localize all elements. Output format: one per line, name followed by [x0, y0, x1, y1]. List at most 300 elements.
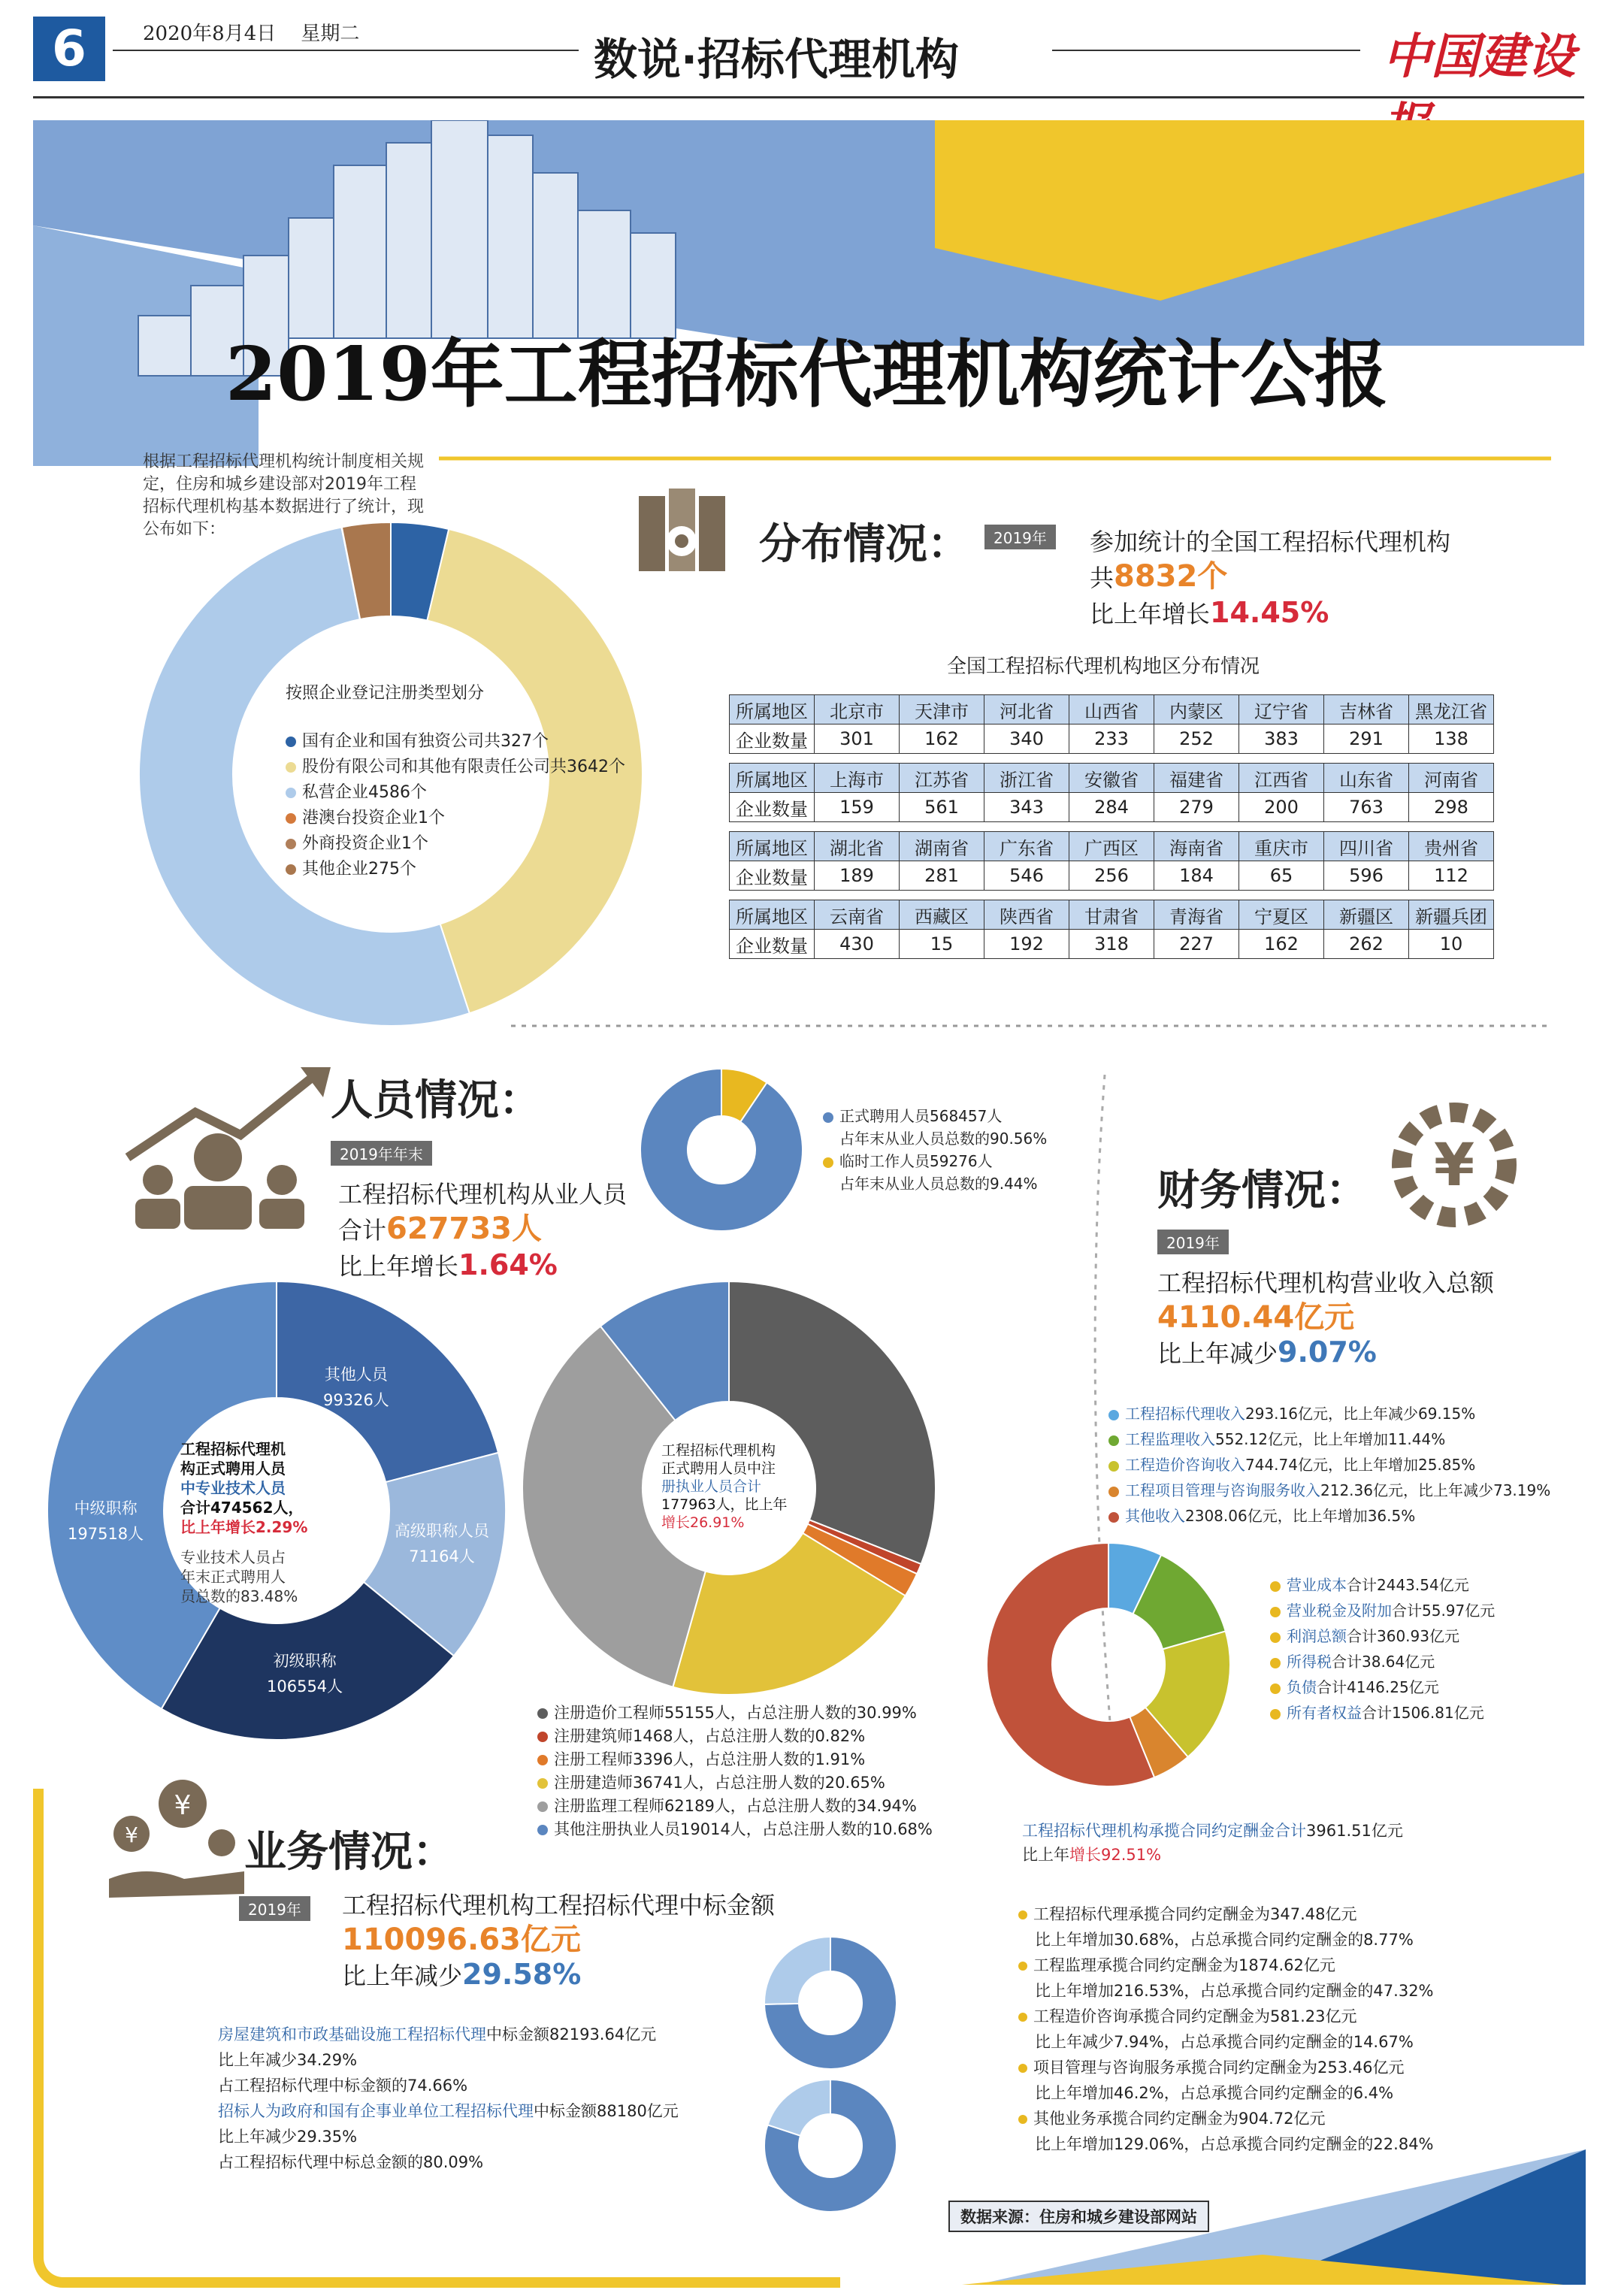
- region-row: [730, 832, 1494, 861]
- legend-item: [1270, 1598, 1495, 1623]
- region-cell: 上海市: [815, 764, 900, 793]
- region-cell: 福建省: [1154, 764, 1239, 793]
- seg-label-middle: [68, 1496, 144, 1547]
- legend-item: [537, 1748, 933, 1771]
- income-donut: [984, 1541, 1232, 1789]
- legend-label: 注册监理工程师62189人，占总注册人数的34.94%: [554, 1797, 917, 1815]
- region-cell: 湖北省: [815, 832, 900, 861]
- svg-text:¥: ¥: [125, 1823, 138, 1847]
- count-cell: 184: [1154, 861, 1239, 891]
- legend-swatch: [537, 1755, 548, 1765]
- legend-text: 合计4146.25亿元: [1317, 1678, 1439, 1696]
- bullet-icon: [1018, 2013, 1027, 2022]
- contract-summary: [1022, 1819, 1403, 1867]
- seg-label-other: [323, 1362, 389, 1413]
- data-source: 数据来源：住房和城乡建设部网站: [948, 2201, 1209, 2232]
- paper-logo: 中国建设: [1383, 29, 1575, 85]
- legend-item: [1108, 1452, 1550, 1478]
- region-cell: 湖南省: [900, 832, 984, 861]
- legend-text: 293.16亿元，比上年减少69.15%: [1245, 1405, 1476, 1423]
- legend-item: [1108, 1401, 1550, 1426]
- region-cell: 河南省: [1409, 764, 1494, 793]
- svg-text:¥: ¥: [174, 1790, 192, 1821]
- seg-label-junior: [267, 1648, 343, 1699]
- personnel-total: 627733人: [386, 1212, 543, 1246]
- row-header: 所属地区: [730, 695, 815, 724]
- legend-name: 工程招标代理收入: [1125, 1405, 1245, 1423]
- prefix: 共: [1090, 564, 1114, 592]
- money-hand-icon: [101, 1774, 252, 1901]
- count-row: [730, 930, 1494, 959]
- legend-item: [286, 729, 625, 755]
- legend-swatch: [1270, 1632, 1281, 1643]
- region-cell: 天津市: [900, 695, 984, 724]
- region-row: [730, 695, 1494, 724]
- contract-line2: 比上年增加216.53%，占总承揽合同约定酬金的47.32%: [1035, 1982, 1434, 2000]
- legend-label: 注册建筑师1468人，占总注册人数的0.82%: [554, 1727, 866, 1745]
- contract-line1: 工程监理承揽合同约定酬金为1874.62亿元: [1033, 1956, 1335, 1974]
- region-cell: 广西区: [1069, 832, 1154, 861]
- region-cell: 内蒙区: [1154, 695, 1239, 724]
- personnel-summary: [338, 1177, 627, 1284]
- header-rule-right: [1052, 50, 1360, 51]
- count-cell: 340: [984, 724, 1069, 754]
- contract-line2: 比上年减少7.94%，占总承揽合同约定酬金的14.67%: [1035, 2033, 1414, 2051]
- income-legend: [1108, 1401, 1550, 1529]
- seg-name: 高级职称人员: [395, 1522, 489, 1540]
- legend-swatch: [1270, 1709, 1281, 1720]
- legend-item: [537, 1702, 933, 1725]
- agency-growth: 14.45%: [1210, 596, 1329, 629]
- legend-swatch: [537, 1732, 548, 1742]
- page-number: 6: [33, 17, 105, 81]
- legend-swatch: [1108, 1487, 1119, 1497]
- legend-label: 股份有限公司和其他有限责任公司共3642个: [302, 758, 625, 776]
- count-cell: 192: [984, 930, 1069, 959]
- region-cell: 吉林省: [1324, 695, 1409, 724]
- center-line: 中专业技术人员: [180, 1479, 286, 1497]
- legend-text: 合计1506.81亿元: [1362, 1704, 1484, 1722]
- main-title: 2019年工程招标代理机构统计公报: [225, 331, 1388, 418]
- count-cell: 291: [1324, 724, 1409, 754]
- personnel-title: 人员情况：: [331, 1075, 541, 1125]
- contract-line1: 工程招标代理承揽合同约定酬金为347.48亿元: [1033, 1905, 1357, 1923]
- finance-year-tag: 2019年: [1157, 1230, 1229, 1254]
- prefix: 合计: [338, 1216, 387, 1245]
- count-cell: 189: [815, 861, 900, 891]
- government-share-donut: [763, 2078, 898, 2213]
- contract-item: [1018, 2106, 1434, 2131]
- finance-change: 9.07%: [1278, 1336, 1377, 1369]
- center-line: 增长26.91%: [661, 1514, 745, 1531]
- contract-item: [1018, 2004, 1434, 2029]
- legend-item: [1270, 1572, 1495, 1598]
- legend-name: 其他收入: [1125, 1507, 1185, 1525]
- contract-item: [1018, 2055, 1434, 2080]
- legend-item: [1108, 1503, 1550, 1529]
- legend-label: 注册建造师36741人，占总注册人数的20.65%: [554, 1774, 885, 1792]
- bullet-icon: [1018, 1910, 1027, 1919]
- legend-name: 工程项目管理与咨询服务收入: [1125, 1481, 1320, 1499]
- count-cell: 65: [1239, 861, 1324, 891]
- legend-label: 临时工作人员59276人: [839, 1152, 993, 1170]
- region-cell: 云南省: [815, 900, 900, 930]
- contract-line2: 比上年增加30.68%，占总承揽合同约定酬金的8.77%: [1035, 1931, 1414, 1949]
- region-cell: 浙江省: [984, 764, 1069, 793]
- row-header: 所属地区: [730, 832, 815, 861]
- legend-swatch: [286, 813, 296, 824]
- legend-swatch: [1108, 1435, 1119, 1446]
- item1-line3: 占工程招标代理中标金额的74.66%: [218, 2077, 468, 2095]
- region-cell: 甘肃省: [1069, 900, 1154, 930]
- table-spacer: [730, 822, 1494, 832]
- legend-swatch: [286, 839, 296, 849]
- region-cell: 江苏省: [900, 764, 984, 793]
- region-cell: 辽宁省: [1239, 695, 1324, 724]
- legend-swatch: [286, 788, 296, 798]
- header-rule-left: [113, 50, 579, 51]
- seg-value: 197518人: [68, 1525, 144, 1543]
- contract-line2: [1022, 1843, 1403, 1867]
- distribution-title: 分布情况：: [759, 519, 969, 569]
- count-cell: 298: [1409, 793, 1494, 822]
- bullet-icon: [1018, 2115, 1027, 2124]
- legend-swatch: [537, 1708, 548, 1719]
- count-cell: 252: [1154, 724, 1239, 754]
- count-row: [730, 793, 1494, 822]
- center-line: 比上年增长2.29%: [180, 1518, 308, 1536]
- item1-name: 房屋建筑和市政基础设施工程招标代理: [218, 2025, 486, 2043]
- legend-label: 外商投资企业1个: [302, 834, 428, 853]
- region-table-wrap: [729, 694, 1494, 959]
- table-spacer: [730, 891, 1494, 900]
- seg-label-senior: [395, 1518, 489, 1569]
- legend-text: 合计360.93亿元: [1347, 1627, 1459, 1645]
- business-year-tag: 2019年: [239, 1896, 310, 1921]
- prefix: 比上年: [1022, 1846, 1069, 1864]
- legend-text: 552.12亿元，比上年增加11.44%: [1215, 1430, 1446, 1448]
- legend-text: 合计55.97亿元: [1392, 1602, 1496, 1620]
- count-cell: 279: [1154, 793, 1239, 822]
- legend-item: [286, 806, 625, 831]
- contract-title: 工程招标代理机构承揽合同约定酬金合计: [1022, 1822, 1306, 1840]
- legend-swatch: [286, 864, 296, 875]
- count-cell: 162: [900, 724, 984, 754]
- row-header: 所属地区: [730, 764, 815, 793]
- seg-value: 99326人: [323, 1391, 389, 1409]
- prefix: 比上年减少: [1157, 1339, 1278, 1368]
- center-line: 正式聘用人员中注: [661, 1460, 776, 1477]
- region-cell: 江西省: [1239, 764, 1324, 793]
- legend-swatch: [286, 762, 296, 773]
- legend-name: 所得税: [1287, 1653, 1332, 1671]
- legend-item: [286, 857, 625, 882]
- legend-text: 合计38.64亿元: [1332, 1653, 1435, 1671]
- center-sub: 员总数的83.48%: [180, 1587, 298, 1605]
- bullet-icon: [1018, 1962, 1027, 1971]
- legend-name: 利润总额: [1287, 1627, 1347, 1645]
- intro-text: 根据工程招标代理机构统计制度相关规定，住房和城乡建设部对2019年工程招标代理机构基本数据进行了统计，现公布如下：: [143, 452, 425, 539]
- region-cell: 陕西省: [984, 900, 1069, 930]
- legend-sub: 占年末从业人员总数的9.44%: [839, 1175, 1038, 1193]
- contract-item: [1018, 1953, 1434, 1978]
- bullet-icon: [1018, 2064, 1027, 2073]
- business-title: 业务情况：: [244, 1827, 455, 1877]
- region-cell: 山西省: [1069, 695, 1154, 724]
- seg-name: 其他人员: [324, 1366, 388, 1384]
- legend-name: 营业税金及附加: [1287, 1602, 1392, 1620]
- table-spacer: [730, 754, 1494, 764]
- biz2-slice-1: [767, 2080, 830, 2136]
- item2-line3: 占工程招标代理中标总金额的80.09%: [218, 2153, 484, 2171]
- item1-text: 中标金额82193.64亿元: [486, 2025, 657, 2043]
- legend-swatch: [1270, 1658, 1281, 1668]
- region-cell: 新疆区: [1324, 900, 1409, 930]
- contracts-list: [1018, 1901, 1434, 2157]
- row-header: 企业数量: [730, 793, 815, 822]
- count-cell: 256: [1069, 861, 1154, 891]
- contract-line1: 工程造价咨询承揽合同约定酬金为581.23亿元: [1033, 2007, 1357, 2025]
- count-cell: 162: [1239, 930, 1324, 959]
- region-cell: 西藏区: [900, 900, 984, 930]
- reg-chart-legend: [286, 729, 625, 882]
- center-sub: 年末正式聘用人: [180, 1568, 286, 1586]
- personnel-line2: [338, 1212, 627, 1248]
- count-cell: 318: [1069, 930, 1154, 959]
- table-title: 全国工程招标代理机构地区分布情况: [947, 655, 1260, 678]
- legend-name: 工程造价咨询收入: [1125, 1456, 1245, 1474]
- finance-line3: [1157, 1335, 1494, 1371]
- center-line: 构正式聘用人员: [180, 1460, 286, 1478]
- business-line3: [342, 1957, 775, 1993]
- count-cell: 301: [815, 724, 900, 754]
- business-total: 110096.63亿元: [342, 1922, 581, 1957]
- legend-name: 负债: [1287, 1678, 1317, 1696]
- legend-swatch: [286, 737, 296, 747]
- reg-chart-heading: 按照企业登记注册类型划分: [286, 684, 485, 703]
- region-row: [730, 900, 1494, 930]
- legend-swatch: [823, 1112, 833, 1123]
- building-share-donut: [763, 1935, 898, 2071]
- people-growth-icon: [113, 1067, 338, 1233]
- legend-item: [1270, 1674, 1495, 1700]
- legend-item: [823, 1105, 1047, 1127]
- center-sub: 专业技术人员占: [180, 1548, 286, 1566]
- count-cell: 383: [1239, 724, 1324, 754]
- distribution-line1: 参加统计的全国工程招标代理机构: [1090, 528, 1451, 556]
- row-header: 所属地区: [730, 900, 815, 930]
- prefix: 比上年增长: [1090, 600, 1211, 628]
- distribution-line2: [1090, 559, 1450, 595]
- contract-line1: 其他业务承揽合同约定酬金为904.72亿元: [1033, 2110, 1326, 2128]
- finance-line1: 工程招标代理机构营业收入总额: [1157, 1269, 1495, 1297]
- legend-text: 2308.06亿元，比上年增加36.5%: [1185, 1507, 1416, 1525]
- legend-text: 744.74亿元，比上年增加25.85%: [1245, 1456, 1476, 1474]
- prefix: 比上年减少: [342, 1962, 463, 1990]
- legend-label: 私营企业4586个: [302, 783, 427, 802]
- count-cell: 138: [1409, 724, 1494, 754]
- legend-swatch: [537, 1778, 548, 1789]
- legend-item: [286, 755, 625, 780]
- section-title: 数说·招标代理机构: [594, 34, 960, 85]
- item2-name: 招标人为政府和国有企事业单位工程招标代理: [218, 2102, 534, 2120]
- count-cell: 281: [900, 861, 984, 891]
- legend-swatch: [1270, 1607, 1281, 1617]
- legend-label: 其他注册执业人员19014人，占总注册人数的10.68%: [554, 1820, 933, 1838]
- region-cell: 安徽省: [1069, 764, 1154, 793]
- personnel-growth: 1.64%: [458, 1248, 558, 1281]
- personnel-line1: 工程招标代理机构从业人员: [338, 1180, 628, 1209]
- reg-pie-center: [661, 1441, 812, 1532]
- legend-label: 港澳台投资企业1个: [302, 809, 445, 827]
- contract-line1: [1022, 1819, 1403, 1843]
- region-cell: 青海省: [1154, 900, 1239, 930]
- row-header: 企业数量: [730, 861, 815, 891]
- business-items: [218, 2022, 679, 2175]
- region-cell: 黑龙江省: [1409, 695, 1494, 724]
- legend-name: 所有者权益: [1287, 1704, 1362, 1722]
- count-cell: 15: [900, 930, 984, 959]
- contract-item: [1018, 1901, 1434, 1927]
- legend-swatch: [1108, 1410, 1119, 1420]
- region-cell: 北京市: [815, 695, 900, 724]
- count-cell: 112: [1409, 861, 1494, 891]
- contract-line1: 项目管理与咨询服务承揽合同约定酬金为253.46亿元: [1033, 2059, 1405, 2077]
- legend-item: [1108, 1426, 1550, 1452]
- seg-name: 初级职称: [273, 1652, 337, 1670]
- legend-item: [537, 1725, 933, 1748]
- legend-item: [1270, 1649, 1495, 1674]
- biz1-slice-1: [764, 1937, 830, 2004]
- legend-label: 注册工程师3396人，占总注册人数的1.91%: [554, 1750, 866, 1768]
- center-line: 工程招标代理机: [180, 1440, 286, 1458]
- legend-swatch: [1270, 1581, 1281, 1592]
- legend-name: 工程监理收入: [1125, 1430, 1215, 1448]
- row-header: 企业数量: [730, 724, 815, 754]
- region-row: [730, 764, 1494, 793]
- count-cell: 10: [1409, 930, 1494, 959]
- contract-line2: 比上年增加46.2%，占总承揽合同约定酬金的6.4%: [1035, 2084, 1394, 2102]
- region-cell: 四川省: [1324, 832, 1409, 861]
- region-cell: 宁夏区: [1239, 900, 1324, 930]
- center-line: 合计474562人，: [180, 1499, 304, 1517]
- weekday: 星期二: [301, 23, 360, 45]
- row-header: 企业数量: [730, 930, 815, 959]
- item2-text: 中标金额88180亿元: [534, 2102, 679, 2120]
- legend-sub: 占年末从业人员总数的90.56%: [839, 1130, 1048, 1148]
- distribution-summary: [1090, 525, 1450, 631]
- staff-legend: [823, 1105, 1047, 1195]
- count-cell: 430: [815, 930, 900, 959]
- count-cell: 561: [900, 793, 984, 822]
- distribution-line3: [1090, 595, 1450, 631]
- agency-count: 8832个: [1114, 559, 1228, 594]
- yen-gear-icon: [1383, 1094, 1526, 1236]
- staff-type-donut: [639, 1067, 804, 1233]
- item2-line2: 比上年减少29.35%: [218, 2128, 358, 2146]
- legend-label: 正式聘用人员568457人: [839, 1107, 1003, 1125]
- finance-other-legend: [1270, 1572, 1495, 1726]
- region-cell: 海南省: [1154, 832, 1239, 861]
- legend-item: [1270, 1700, 1495, 1726]
- seg-name: 中级职称: [74, 1499, 138, 1517]
- business-summary: [342, 1888, 775, 1993]
- count-cell: 546: [984, 861, 1069, 891]
- legend-swatch: [1108, 1461, 1119, 1472]
- finance-summary: [1157, 1266, 1494, 1371]
- center-line: 册执业人员合计: [661, 1478, 762, 1495]
- count-cell: 596: [1324, 861, 1409, 891]
- count-cell: 763: [1324, 793, 1409, 822]
- legend-label: 注册造价工程师55155人，占总注册人数的30.99%: [554, 1704, 917, 1722]
- legend-label: 其他企业275个: [302, 860, 416, 879]
- prefix: 比上年增长: [338, 1252, 459, 1281]
- distribution-year-tag: 2019年: [984, 525, 1056, 549]
- count-cell: 200: [1239, 793, 1324, 822]
- issue-date: [143, 18, 359, 46]
- region-cell: 重庆市: [1239, 832, 1324, 861]
- finance-title: 财务情况：: [1157, 1166, 1368, 1215]
- legend-text: 合计2443.54亿元: [1347, 1576, 1469, 1594]
- legend-item: [286, 780, 625, 806]
- region-cell: 山东省: [1324, 764, 1409, 793]
- center-line: 工程招标代理机构: [661, 1442, 776, 1459]
- finance-total: 4110.44亿元: [1157, 1300, 1355, 1335]
- region-cell: 河北省: [984, 695, 1069, 724]
- business-line1: 工程招标代理机构工程招标代理中标金额: [342, 1891, 776, 1919]
- title-pie-center: [180, 1439, 331, 1606]
- contract-growth: 增长92.51%: [1069, 1846, 1162, 1864]
- legend-swatch: [1108, 1512, 1119, 1523]
- business-change: 29.58%: [462, 1958, 582, 1991]
- count-cell: 233: [1069, 724, 1154, 754]
- date: 2020年8月4日: [143, 23, 277, 45]
- region-cell: 贵州省: [1409, 832, 1494, 861]
- count-cell: 227: [1154, 930, 1239, 959]
- legend-name: 营业成本: [1287, 1576, 1347, 1594]
- legend-item: [286, 831, 625, 857]
- legend-text: 212.36亿元，比上年减少73.19%: [1320, 1481, 1551, 1499]
- svg-text:¥: ¥: [1433, 1132, 1475, 1199]
- seg-value: 71164人: [409, 1547, 475, 1565]
- center-line: 177963人，比上年: [661, 1496, 788, 1513]
- legend-item: [1108, 1478, 1550, 1503]
- legend-swatch: [1270, 1683, 1281, 1694]
- region-cell: 广东省: [984, 832, 1069, 861]
- count-cell: 262: [1324, 930, 1409, 959]
- region-cell: 新疆兵团: [1409, 900, 1494, 930]
- count-cell: 159: [815, 793, 900, 822]
- contract-line2: 比上年增加129.06%，占总承揽合同约定酬金的22.84%: [1035, 2135, 1434, 2153]
- item2-line1: [218, 2098, 679, 2124]
- legend-swatch: [823, 1157, 833, 1168]
- count-row: [730, 861, 1494, 891]
- seg-value: 106554人: [267, 1677, 343, 1696]
- region-distribution-table: [729, 694, 1494, 959]
- item1-line2: 比上年减少34.29%: [218, 2051, 358, 2069]
- contract-total: 3961.51亿元: [1306, 1822, 1403, 1840]
- legend-item: [1270, 1623, 1495, 1649]
- legend-item: [823, 1150, 1047, 1172]
- count-cell: 284: [1069, 793, 1154, 822]
- count-cell: 343: [984, 793, 1069, 822]
- count-row: [730, 724, 1494, 754]
- dotted-divider: [511, 1022, 1548, 1030]
- map-pin-icon: [631, 489, 729, 579]
- legend-label: 国有企业和国有独资公司共327个: [302, 732, 549, 751]
- item1-line1: [218, 2022, 679, 2047]
- header-bottom-rule: [33, 96, 1584, 98]
